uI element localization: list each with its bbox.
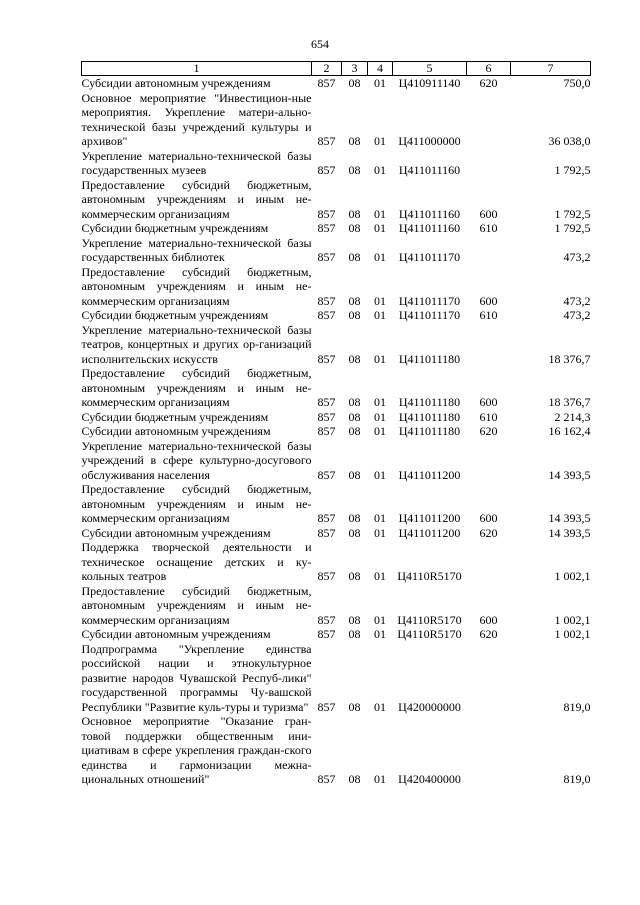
row-target-item-code: Ц411011160 [398,163,461,177]
row-section-code: 08 [348,221,361,235]
row-subsection-code: 01 [374,612,386,627]
row-target-item-code: Ц4110R5170 [397,627,462,641]
row-ministry-code: 857 [317,221,336,235]
row-subsection-code: 01 [374,76,386,90]
row-amount: 819,0 [563,699,591,714]
header-col-7: 7 [511,62,591,76]
row-section-code: 08 [348,351,361,366]
row-ministry-code: 857 [317,206,336,221]
table-row [82,714,591,787]
row-amount: 750,0 [563,76,591,90]
row-section-code: 08 [348,424,361,438]
row-section-code: 08 [348,467,361,482]
row-target-item-code: Ц411011160 [398,206,461,221]
row-expense-type-code: 610 [479,221,498,235]
table-row [82,526,591,541]
row-name: Предоставление субсидий бюджетным, автономным учреждениям и иным не-коммерческим организациям [81,583,312,627]
row-amount: 18 376,7 [548,351,591,366]
row-name: Предоставление субсидий бюджетным, автономным учреждениям и иным не-коммерческим организациям [81,482,312,525]
row-subsection-code: 01 [374,221,386,235]
row-section-code: 08 [348,627,361,641]
row-target-item-code: Ц410911140 [398,76,461,90]
row-amount: 14 393,5 [548,467,591,482]
row-subsection-code: 01 [374,293,386,308]
row-ministry-code: 857 [317,569,336,583]
row-ministry-code: 857 [317,699,336,714]
page-number: 654 [311,37,329,51]
header-col-3: 3 [342,62,368,76]
header-col-2: 2 [312,62,342,76]
row-amount: 1 002,1 [554,569,591,583]
row-target-item-code: Ц420000000 [398,699,461,714]
row-expense-type-code: 620 [479,525,498,540]
row-expense-type-code [467,149,511,178]
row-amount: 14 393,5 [548,511,591,525]
row-ministry-code: 857 [317,511,336,525]
row-ministry-code: 857 [317,627,336,641]
row-name: Подпрограмма "Укрепление единства российской нации и этнокультурное развитие народов Чувашской Респуб-лики" государственной программы Чу-вашской Республики "Развитие куль-туры и туризма" [81,641,312,714]
row-subsection-code: 01 [374,250,386,264]
row-target-item-code: Ц411011170 [398,308,461,322]
row-target-item-code: Ц411000000 [398,134,461,148]
row-subsection-code: 01 [374,395,386,409]
row-target-item-code: Ц411011200 [398,467,461,482]
table-row [82,482,591,526]
row-name: Субсидии автономным учреждениям [81,424,271,438]
row-ministry-code: 857 [317,395,336,409]
table-row [82,439,591,483]
header-row [82,62,591,76]
row-target-item-code: Ц411011180 [398,395,461,409]
row-subsection-code: 01 [374,424,386,438]
row-ministry-code: 857 [317,409,336,424]
table-row [82,178,591,222]
row-expense-type-code [467,236,511,265]
row-ministry-code: 857 [317,351,336,366]
row-target-item-code: Ц4110R5170 [397,569,462,583]
row-ministry-code: 857 [317,612,336,627]
row-amount: 36 038,0 [548,134,591,148]
row-expense-type-code: 600 [479,612,498,627]
row-subsection-code: 01 [374,511,386,525]
row-amount: 819,0 [563,772,591,786]
row-name: Укрепление материально-технической базы государственных музеев [81,148,312,177]
row-expense-type-code: 620 [479,627,498,641]
row-ministry-code: 857 [317,163,336,177]
row-name: Предоставление субсидий бюджетным, автономным учреждениям и иным не-коммерческим организациям [81,177,312,221]
row-name: Укрепление материально-технической базы театров, концертных и других ор-ганизаций исполнительских искусств [81,322,312,366]
row-expense-type-code: 620 [479,76,498,90]
row-target-item-code: Ц411011160 [398,221,461,235]
table-row [82,627,591,642]
table-row [82,424,591,439]
row-amount: 1 002,1 [554,612,591,627]
row-name: Основное мероприятие "Инвестицион-ные мероприятия. Укрепление матери-ально-технической базы учреждений культуры и архивов" [81,90,312,148]
row-subsection-code: 01 [374,627,386,641]
table-row [82,236,591,265]
table-row [82,366,591,410]
row-expense-type-code [467,714,511,787]
row-expense-type-code [467,439,511,483]
table-row [82,265,591,309]
row-section-code: 08 [348,612,361,627]
table-body [82,76,591,787]
table-row [82,410,591,425]
row-amount: 473,2 [563,293,591,308]
row-subsection-code: 01 [374,772,386,786]
row-subsection-code: 01 [374,351,386,366]
row-section-code: 08 [348,163,361,177]
row-expense-type-code: 600 [479,293,498,308]
row-ministry-code: 857 [317,250,336,264]
row-target-item-code: Ц411011180 [398,424,461,438]
row-subsection-code: 01 [374,569,386,583]
row-ministry-code: 857 [317,293,336,308]
row-expense-type-code: 610 [479,409,498,424]
row-target-item-code: Ц411011200 [398,511,461,525]
row-target-item-code: Ц411011200 [398,525,461,540]
row-name: Субсидии автономным учреждениям [81,76,271,90]
row-section-code: 08 [348,525,361,540]
row-amount: 14 393,5 [548,525,591,540]
row-expense-type-code [467,91,511,149]
row-ministry-code: 857 [317,525,336,540]
row-name: Субсидии автономным учреждениям [81,525,271,540]
table-row [82,91,591,149]
row-expense-type-code: 600 [479,395,498,409]
budget-table [81,61,591,787]
table-row [82,323,591,367]
row-ministry-code: 857 [317,772,336,786]
table-row [82,540,591,584]
table-row [82,642,591,715]
row-amount: 1 792,5 [554,163,591,177]
row-name: Поддержка творческой деятельности и техническое оснащение детских и ку-кольных театров [81,540,312,583]
row-subsection-code: 01 [374,163,386,177]
row-target-item-code: Ц4110R5170 [397,612,462,627]
row-section-code: 08 [348,699,361,714]
row-section-code: 08 [348,134,361,148]
row-target-item-code: Ц411011170 [398,250,461,264]
row-section-code: 08 [348,206,361,221]
row-target-item-code: Ц420400000 [398,772,461,786]
row-amount: 1 792,5 [554,206,591,221]
row-ministry-code: 857 [317,308,336,322]
table-row [82,584,591,628]
row-amount: 2 214,3 [554,409,591,424]
row-amount: 16 162,4 [548,424,591,438]
row-ministry-code: 857 [317,424,336,438]
row-amount: 473,2 [563,308,591,322]
row-subsection-code: 01 [374,467,386,482]
row-name: Субсидии бюджетным учреждениям [81,308,269,322]
row-expense-type-code [467,642,511,715]
header-col-6: 6 [467,62,511,76]
header-col-5: 5 [393,62,467,76]
row-name: Субсидии автономным учреждениям [81,627,271,641]
row-ministry-code: 857 [317,467,336,482]
table-row [82,149,591,178]
row-subsection-code: 01 [374,206,386,221]
row-target-item-code: Ц411011180 [398,409,461,424]
row-ministry-code: 857 [317,76,336,90]
row-section-code: 08 [348,395,361,409]
table-row [82,221,591,236]
row-subsection-code: 01 [374,308,386,322]
row-expense-type-code: 600 [479,206,498,221]
row-subsection-code: 01 [374,699,386,714]
row-expense-type-code: 620 [479,424,498,438]
row-amount: 1 002,1 [554,627,591,641]
row-section-code: 08 [348,308,361,322]
row-name: Предоставление субсидий бюджетным, автономным учреждениям и иным не-коммерческим организациям [81,366,312,409]
row-section-code: 08 [348,76,361,90]
row-name: Укрепление материально-технической базы учреждений в сфере культурно-досугового обслуживания населения [81,438,312,482]
row-name: Укрепление материально-технической базы государственных библиотек [81,235,312,264]
table-header [82,62,591,76]
row-amount: 18 376,7 [548,395,591,409]
row-subsection-code: 01 [374,134,386,148]
header-col-4: 4 [368,62,393,76]
header-col-1: 1 [82,62,312,76]
row-subsection-code: 01 [374,525,386,540]
row-amount: 1 792,5 [554,221,591,235]
row-section-code: 08 [348,250,361,264]
row-expense-type-code [467,323,511,367]
row-target-item-code: Ц411011170 [398,293,461,308]
row-expense-type-code [467,540,511,584]
row-name: Субсидии бюджетным учреждениям [81,221,269,235]
table-row [82,76,591,91]
row-section-code: 08 [348,511,361,525]
row-expense-type-code: 610 [479,308,498,322]
row-ministry-code: 857 [317,134,336,148]
row-expense-type-code: 600 [479,511,498,525]
row-amount: 473,2 [563,250,591,264]
row-name: Предоставление субсидий бюджетным, автономным учреждениям и иным не-коммерческим организациям [81,264,312,308]
row-section-code: 08 [348,293,361,308]
row-name: Субсидии бюджетным учреждениям [81,409,269,424]
row-subsection-code: 01 [374,409,386,424]
row-target-item-code: Ц411011180 [398,351,461,366]
row-section-code: 08 [348,772,361,786]
row-section-code: 08 [348,409,361,424]
row-section-code: 08 [348,569,361,583]
table-row [82,308,591,323]
row-name: Основное мероприятие "Оказание гран-товой поддержки общественным ини-циативам в сфере укрепления граждан-ского единства и гармонизации межна-циональных отношений" [81,714,312,786]
